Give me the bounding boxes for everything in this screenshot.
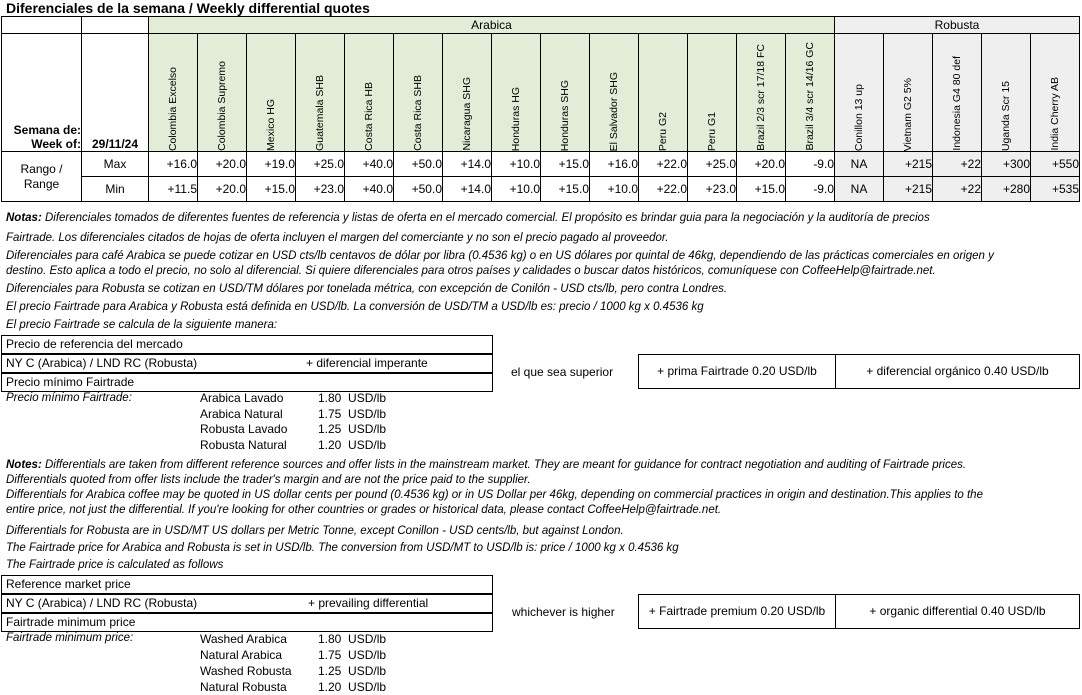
column-header: Mexico HG bbox=[247, 34, 296, 152]
table-cell: +50.0 bbox=[394, 152, 443, 177]
column-header: Indonesia G4 80 def bbox=[933, 34, 982, 152]
week-date: 29/11/24 bbox=[82, 34, 149, 152]
column-header: El Salvador SHG bbox=[590, 34, 639, 152]
table-cell: +15.0 bbox=[247, 177, 296, 202]
higher-label-es: el que sea superior bbox=[511, 365, 614, 379]
column-header: Uganda Scr 15 bbox=[982, 34, 1031, 152]
week-label: Semana de: Week of: bbox=[2, 34, 82, 152]
table-cell: +16.0 bbox=[590, 152, 639, 177]
table-cell: NA bbox=[835, 177, 884, 202]
table-cell: +23.0 bbox=[688, 177, 737, 202]
table-cell: +14.0 bbox=[443, 177, 492, 202]
robusta-group-header: Robusta bbox=[835, 17, 1080, 34]
column-header: Honduras HG bbox=[492, 34, 541, 152]
notes-en: Notes: Differentials are taken from different reference sources and offer lists in the mainstream market. They are meant for guidance for contract negotiation and auditing of Fairtrade prices. Differentials quoted from offer lists include the trader's margin and are not the price paid to the supplier. Differentials for Arabica coffee may be quoted in US dollar cents per pound (0.4536 kg) or in US Dollar per 46kg, depending on commercial practices in origin and destination.This applies to the entire price, not just the differential. If you're looking for other countries or grades or historical data, please contact CoffeeHelp@fairtrade.net. Differentials for Robusta are in USD/MT US dollars per Metric Tonne, except Conillon - USD cents/lb, but against London. The Fairtrade price for Arabica and Robusta is set in USD/lb. The conversion from USD/MT to USD/lb is: price / 1000 kg x 0.4536 kg The Fairtrade price is calculated as follows bbox=[6, 459, 983, 571]
table-cell: -9.0 bbox=[786, 152, 835, 177]
min-price-label-es: Precio mínimo Fairtrade: bbox=[6, 392, 132, 404]
column-header: Guatemala SHB bbox=[296, 34, 345, 152]
column-header: Brazil 3/4 scr 14/16 GC bbox=[786, 34, 835, 152]
nyc-lnd-box: NY C (Arabica) / LND RC (Robusta) bbox=[1, 354, 493, 373]
ref-market-price-box: Precio de referencia del mercado bbox=[1, 335, 493, 354]
min-price-list-es: Arabica Lavado 1.80 USD/lb Arabica Natural 1.75 USD/lb Robusta Lavado 1.25 USD/lb Robusta Natural 1.20 USD/lb bbox=[200, 391, 387, 452]
fairtrade-min-box-en: Fairtrade minimum price bbox=[1, 613, 493, 632]
column-header: Costa Rica SHB bbox=[394, 34, 443, 152]
column-header: Colombia Supremo bbox=[198, 34, 247, 152]
min-label: Min bbox=[82, 177, 149, 202]
table-cell: +215 bbox=[884, 177, 933, 202]
column-header: Nicaragua SHG bbox=[443, 34, 492, 152]
prevailing-diff-en: + prevailing differential bbox=[308, 596, 429, 610]
table-cell: +280 bbox=[982, 177, 1031, 202]
table-cell: +550 bbox=[1031, 152, 1080, 177]
organic-box-en: + organic differential 0.40 USD/lb bbox=[835, 594, 1080, 629]
column-header: Brazil 2/3 scr 17/18 FC bbox=[737, 34, 786, 152]
table-cell: +20.0 bbox=[198, 152, 247, 177]
table-cell: +22.0 bbox=[639, 152, 688, 177]
column-header: India Cherry AB bbox=[1031, 34, 1080, 152]
fairtrade-min-box: Precio mínimo Fairtrade bbox=[1, 373, 493, 392]
table-cell: +22 bbox=[933, 177, 982, 202]
table-cell: +40.0 bbox=[345, 177, 394, 202]
table-cell: +14.0 bbox=[443, 152, 492, 177]
table-cell: +10.0 bbox=[492, 177, 541, 202]
column-header: Costa Rica HB bbox=[345, 34, 394, 152]
ref-market-price-box-en: Reference market price bbox=[1, 575, 493, 594]
table-cell: +300 bbox=[982, 152, 1031, 177]
table-cell: +40.0 bbox=[345, 152, 394, 177]
table-cell: +22.0 bbox=[639, 177, 688, 202]
table-row-min bbox=[2, 177, 1080, 202]
table-cell: +15.0 bbox=[737, 177, 786, 202]
prevailing-diff-es: + diferencial imperante bbox=[306, 356, 428, 370]
min-price-label-en: Fairtrade minimum price: bbox=[6, 632, 134, 644]
nyc-lnd-box-en: NY C (Arabica) / LND RC (Robusta) bbox=[1, 594, 493, 613]
premium-box-es: + prima Fairtrade 0.20 USD/lb bbox=[638, 354, 836, 389]
table-cell: +19.0 bbox=[247, 152, 296, 177]
column-header: Conillon 13 up bbox=[835, 34, 884, 152]
column-header: Honduras SHG bbox=[541, 34, 590, 152]
table-cell: +215 bbox=[884, 152, 933, 177]
table-cell: +11.5 bbox=[149, 177, 198, 202]
column-header: Colombia Excelso bbox=[149, 34, 198, 152]
arabica-group-header: Arabica bbox=[149, 17, 835, 34]
table-cell: +15.0 bbox=[541, 152, 590, 177]
page-title: Diferenciales de la semana / Weekly differential quotes bbox=[6, 0, 370, 16]
table-cell: +25.0 bbox=[688, 152, 737, 177]
column-header: Vietnam G2 5% bbox=[884, 34, 933, 152]
table-cell: +22 bbox=[933, 152, 982, 177]
min-price-list-en: Washed Arabica 1.80 USD/lb Natural Arabica 1.75 USD/lb Washed Robusta 1.25 USD/lb Natural Robusta 1.20 USD/lb bbox=[200, 632, 387, 694]
table-cell: +20.0 bbox=[198, 177, 247, 202]
column-header: Peru G1 bbox=[688, 34, 737, 152]
range-label: Rango / Range bbox=[2, 152, 82, 202]
column-header: Peru G2 bbox=[639, 34, 688, 152]
table-row-max bbox=[2, 152, 1080, 177]
higher-label-en: whichever is higher bbox=[512, 605, 615, 619]
table-cell: -9.0 bbox=[786, 177, 835, 202]
max-label: Max bbox=[82, 152, 149, 177]
table-cell: NA bbox=[835, 152, 884, 177]
organic-box-es: + diferencial orgánico 0.40 USD/lb bbox=[835, 354, 1080, 389]
table-cell: +20.0 bbox=[737, 152, 786, 177]
differentials-table bbox=[1, 16, 1080, 202]
notes-es: Notas: Diferenciales tomados de diferentes fuentes de referencia y listas de oferta en el mercado comercial. El propósito es brindar guia para la negociación y la auditoría de precios Fairtrade. Los diferenciales citados de hojas de oferta incluyen el margen del comerciante y no son el precio pagado al proveedor. Diferenciales para café Arabica se puede cotizar en USD cts/lb centavos de dólar por libra (0.4536 kg) o en US dólares por quintal de 46kg, dependiendo de las prácticas comerciales en origen y destino. Esto aplica a todo el precio, no solo al diferencial. Si quiere diferenciales para otros países y calidades o buscar datos históricos, comuníquese con CoffeeHelp@fairtrade.net. Diferenciales para Robusta se cotizan en USD/TM dólares por tonelada métrica, con excepción de Conilón - USD cts/lb, pero contra Londres. El precio Fairtrade para Arabica y Robusta está definida en USD/lb. La conversión de USD/TM a USD/lb es: precio / 1000 kg x 0.4536 kg El precio Fairtrade se calcula de la siguiente manera: bbox=[6, 212, 994, 331]
table-cell: +10.0 bbox=[492, 152, 541, 177]
table-cell: +23.0 bbox=[296, 177, 345, 202]
premium-box-en: + Fairtrade premium 0.20 USD/lb bbox=[638, 594, 836, 629]
table-cell: +16.0 bbox=[149, 152, 198, 177]
table-cell: +50.0 bbox=[394, 177, 443, 202]
table-cell: +25.0 bbox=[296, 152, 345, 177]
table-cell: +15.0 bbox=[541, 177, 590, 202]
table-cell: +535 bbox=[1031, 177, 1080, 202]
table-cell: +10.0 bbox=[590, 177, 639, 202]
